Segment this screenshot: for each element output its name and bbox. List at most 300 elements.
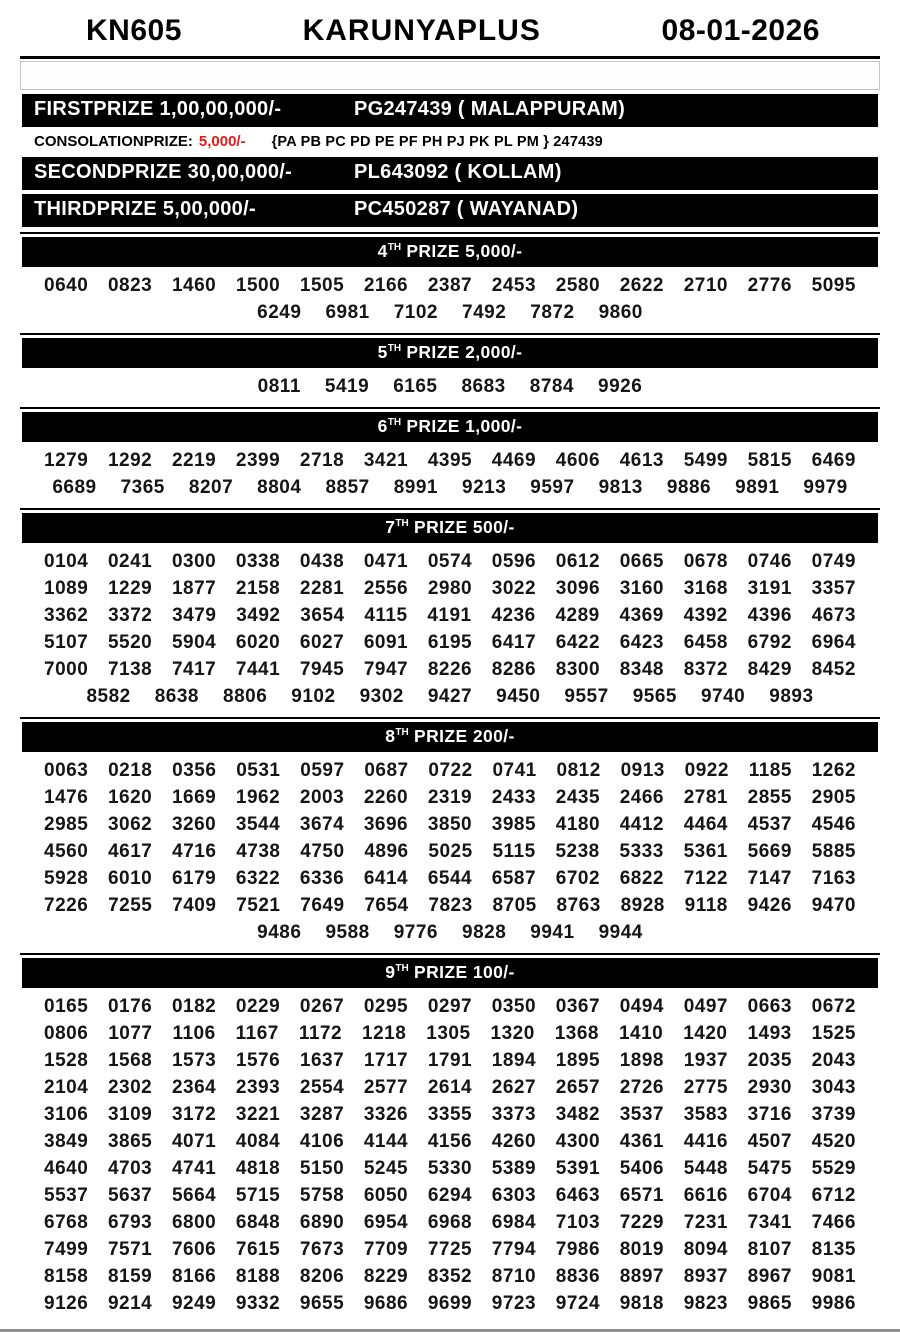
prize-number: 6463 [555, 1185, 601, 1206]
tier-ordinal: 4 [377, 241, 388, 261]
prize-number: 3221 [235, 1104, 281, 1125]
lottery-title: KARUNYAPLUS [302, 14, 541, 47]
tier-divider [20, 508, 880, 510]
tier-header-bar [22, 513, 878, 543]
prize-number: 3544 [235, 814, 281, 835]
prize-number: 9986 [811, 1293, 856, 1314]
prize-number: 7872 [530, 302, 575, 323]
prize-number: 2580 [555, 275, 601, 296]
prize-number: 0806 [44, 1023, 89, 1044]
prize-number: 2035 [747, 1050, 792, 1071]
prize-number: 3372 [108, 605, 153, 626]
prize-number: 3696 [363, 814, 409, 835]
prize-number: 4464 [683, 814, 728, 835]
prize-number: 6616 [683, 1185, 728, 1206]
prize-number: 9118 [684, 895, 728, 916]
prize-number: 6458 [683, 632, 728, 653]
prize-number: 8188 [235, 1266, 281, 1287]
prize-number: 8229 [363, 1266, 409, 1287]
prize-number: 4716 [172, 841, 217, 862]
prize-number: 2855 [747, 787, 792, 808]
tier-prize-label: PRIZE 200/- [408, 726, 515, 746]
prize-number: 8991 [393, 477, 438, 498]
prize-number: 8710 [491, 1266, 537, 1287]
number-row [44, 629, 856, 656]
prize-number: 5238 [555, 841, 600, 862]
prize-number: 8928 [620, 895, 665, 916]
prize-number: 1637 [299, 1050, 345, 1071]
prize-number: 2104 [44, 1077, 89, 1098]
prize-number: 2433 [491, 787, 537, 808]
prize-number: 7341 [747, 1212, 792, 1233]
prize-number: 4071 [171, 1131, 217, 1152]
prize-number: 9865 [747, 1293, 792, 1314]
prize-number: 1620 [107, 787, 153, 808]
prize-number: 2399 [235, 450, 281, 471]
prize-number: 8804 [257, 477, 302, 498]
prize-number: 2260 [363, 787, 409, 808]
prize-number: 3849 [44, 1131, 89, 1152]
prize-number: 6422 [555, 632, 601, 653]
prize-number: 7365 [120, 477, 165, 498]
prize-number: 1167 [235, 1023, 279, 1044]
prize-number: 4392 [683, 605, 728, 626]
prize-number: 5758 [299, 1185, 345, 1206]
prize-number: 7673 [299, 1239, 345, 1260]
prize-number: 5664 [171, 1185, 217, 1206]
number-row [44, 474, 856, 501]
prize-number: 6544 [427, 868, 473, 889]
prize-number: 2364 [171, 1077, 217, 1098]
prize-number: 5448 [683, 1158, 728, 1179]
tier-ordinal: 6 [377, 416, 388, 436]
number-row [44, 272, 856, 299]
numbers-grid [0, 548, 900, 712]
prize-number: 0241 [107, 551, 153, 572]
prize-number: 0922 [684, 760, 729, 781]
prize-number: 6890 [299, 1212, 345, 1233]
tier-divider [20, 717, 880, 719]
tier-prize-label: PRIZE 500/- [408, 517, 515, 537]
prize-number: 9557 [564, 686, 609, 707]
prize-number: 4412 [619, 814, 664, 835]
first-prize-bar [22, 94, 878, 127]
consolation-amount: 5,000/- [198, 133, 246, 150]
prize-number: 2657 [555, 1077, 601, 1098]
prize-number: 0300 [171, 551, 217, 572]
number-row [44, 1047, 856, 1074]
prize-number: 6712 [811, 1185, 856, 1206]
prize-number: 1410 [618, 1023, 664, 1044]
prize-number: 3287 [299, 1104, 345, 1125]
prize-number: 2718 [299, 450, 345, 471]
prize-number: 4738 [236, 841, 281, 862]
number-row [44, 299, 856, 326]
prize-number: 0612 [555, 551, 601, 572]
prize-number: 0267 [299, 996, 345, 1017]
consolation-row [22, 131, 878, 153]
prize-number: 1185 [748, 760, 792, 781]
prize-number: 9979 [803, 477, 848, 498]
prize-number: 0229 [235, 996, 281, 1017]
tier-prize-label: PRIZE 5,000/- [401, 241, 523, 261]
prize-number: 1262 [811, 760, 856, 781]
tier-header-bar [22, 958, 878, 988]
prize-number: 8352 [427, 1266, 473, 1287]
prize-number: 7945 [299, 659, 345, 680]
prize-number: 1077 [108, 1023, 153, 1044]
number-row [44, 838, 856, 865]
header [0, 8, 900, 56]
prize-number: 1106 [172, 1023, 216, 1044]
prize-number: 1320 [490, 1023, 535, 1044]
prize-number: 4106 [299, 1131, 345, 1152]
prize-number: 3654 [300, 605, 345, 626]
prize-number: 4537 [747, 814, 792, 835]
prize-number: 0104 [44, 551, 89, 572]
prize-number: 9102 [291, 686, 336, 707]
prize-number: 6968 [427, 1212, 473, 1233]
prize-number: 9213 [462, 477, 507, 498]
prize-number: 0574 [427, 551, 473, 572]
prize-number: 0812 [556, 760, 601, 781]
tier-9th-prize [0, 953, 900, 1319]
blank-strip [20, 61, 880, 90]
prize-number: 5520 [107, 632, 153, 653]
prize-number: 1669 [171, 787, 217, 808]
third-prize-winner: PC450287 ( WAYANAD) [354, 198, 579, 220]
numbers-grid [0, 447, 900, 503]
prize-number: 0295 [363, 996, 409, 1017]
prize-number: 2453 [491, 275, 537, 296]
prize-number: 9886 [666, 477, 712, 498]
prize-number: 9450 [496, 686, 541, 707]
prize-number: 7102 [393, 302, 438, 323]
prize-number: 8452 [811, 659, 856, 680]
prize-number: 2466 [619, 787, 664, 808]
prize-number: 0182 [171, 996, 217, 1017]
prize-number: 9723 [491, 1293, 537, 1314]
prize-number: 9302 [359, 686, 404, 707]
tier-header-bar [22, 338, 878, 368]
tier-ordinal: 9 [385, 962, 396, 982]
prize-number: 7615 [235, 1239, 281, 1260]
prize-number: 3674 [299, 814, 345, 835]
prize-number: 7163 [811, 868, 856, 889]
prize-number: 5245 [363, 1158, 409, 1179]
tier-ordinal: 7 [385, 517, 396, 537]
prize-number: 2435 [555, 787, 601, 808]
prize-number: 8897 [619, 1266, 664, 1287]
prize-number: 6768 [44, 1212, 89, 1233]
numbers-grid [0, 993, 900, 1319]
prize-number: 5095 [811, 275, 856, 296]
prize-number: 6322 [235, 868, 281, 889]
prize-number: 6689 [52, 477, 97, 498]
prize-number: 1898 [619, 1050, 664, 1071]
prize-number: 3357 [811, 578, 856, 599]
prize-number: 9724 [555, 1293, 601, 1314]
prize-number: 5025 [428, 841, 473, 862]
prize-number: 9818 [619, 1293, 664, 1314]
prize-number: 6792 [747, 632, 792, 653]
tier-header-bar [22, 237, 878, 267]
prize-number: 6848 [235, 1212, 281, 1233]
prize-number: 6704 [747, 1185, 792, 1206]
prize-number: 3373 [491, 1104, 537, 1125]
prize-number: 7725 [427, 1239, 473, 1260]
prize-number: 9081 [811, 1266, 856, 1287]
prize-number: 8763 [556, 895, 601, 916]
prize-number: 1528 [44, 1050, 89, 1071]
prize-number: 8857 [325, 477, 370, 498]
tier-ordinal-suffix: TH [395, 727, 409, 739]
prize-number: 3326 [363, 1104, 409, 1125]
prize-number: 6571 [619, 1185, 664, 1206]
prize-number: 9813 [598, 477, 643, 498]
prize-number: 5537 [44, 1185, 89, 1206]
prize-number: 9565 [632, 686, 677, 707]
prize-number: 3109 [107, 1104, 153, 1125]
prize-number: 1717 [363, 1050, 409, 1071]
prize-number: 6091 [363, 632, 409, 653]
consolation-series: {PA PB PC PD PE PF PH PJ PK PL PM } 247439 [271, 134, 603, 150]
prize-number: 2219 [171, 450, 217, 471]
prize-number: 1525 [811, 1023, 856, 1044]
prize-number: 0749 [811, 551, 856, 572]
prize-number: 6800 [171, 1212, 217, 1233]
prize-number: 6027 [299, 632, 345, 653]
prize-number: 8226 [427, 659, 473, 680]
number-row [44, 757, 856, 784]
prize-number: 5928 [44, 868, 89, 889]
prize-number: 8937 [683, 1266, 728, 1287]
prize-number: 4180 [555, 814, 601, 835]
number-row [44, 602, 856, 629]
prize-number: 1368 [554, 1023, 600, 1044]
prize-number: 7709 [363, 1239, 409, 1260]
prize-number: 4395 [427, 450, 473, 471]
number-row [44, 865, 856, 892]
prize-number: 7231 [683, 1212, 728, 1233]
prize-number: 2614 [427, 1077, 473, 1098]
prize-number: 4606 [555, 450, 601, 471]
prize-number: 1460 [171, 275, 217, 296]
prize-number: 6587 [491, 868, 537, 889]
prize-number: 1894 [491, 1050, 537, 1071]
prize-number: 8429 [747, 659, 792, 680]
prize-number: 6336 [299, 868, 345, 889]
tier-ordinal-suffix: TH [395, 518, 409, 530]
prize-number: 1089 [44, 578, 89, 599]
prize-number: 4260 [491, 1131, 537, 1152]
tier-ordinal: 8 [385, 726, 396, 746]
number-row [44, 1209, 856, 1236]
prize-number: 3168 [683, 578, 728, 599]
prize-number: 6050 [363, 1185, 409, 1206]
prize-number: 4369 [619, 605, 664, 626]
prize-number: 4520 [811, 1131, 856, 1152]
prize-number: 3062 [107, 814, 153, 835]
number-row [44, 548, 856, 575]
prize-number: 8836 [555, 1266, 601, 1287]
numbers-grid [0, 757, 900, 948]
prize-number: 8638 [154, 686, 200, 707]
prize-number: 5475 [747, 1158, 792, 1179]
prize-number: 7229 [619, 1212, 664, 1233]
number-row [44, 1182, 856, 1209]
prize-number: 3191 [747, 578, 792, 599]
prize-number: 9926 [598, 376, 643, 397]
prize-number: 5406 [619, 1158, 664, 1179]
prize-number: 4617 [108, 841, 153, 862]
tier-ordinal-suffix: TH [387, 343, 402, 355]
prize-number: 0640 [44, 275, 89, 296]
prize-number: 4507 [747, 1131, 792, 1152]
prize-number: 8094 [683, 1239, 728, 1260]
prize-number: 8300 [555, 659, 601, 680]
prize-number: 9828 [462, 922, 507, 943]
second-prize-label: SECONDPRIZE 30,00,000/- [34, 161, 293, 183]
prize-number: 0665 [619, 551, 664, 572]
prize-number: 8967 [747, 1266, 792, 1287]
prize-number: 0350 [491, 996, 537, 1017]
prize-number: 9860 [598, 302, 643, 323]
prize-number: 0367 [555, 996, 601, 1017]
prize-number: 2554 [299, 1077, 345, 1098]
prize-number: 4289 [555, 605, 600, 626]
prize-number: 5361 [683, 841, 728, 862]
prize-number: 2775 [683, 1077, 728, 1098]
prize-number: 2387 [427, 275, 473, 296]
prize-number: 0597 [300, 760, 345, 781]
tier-ordinal-suffix: TH [387, 417, 402, 429]
prize-number: 0678 [683, 551, 728, 572]
number-row [44, 892, 856, 919]
number-row [44, 1236, 856, 1263]
prize-number: 3739 [811, 1104, 856, 1125]
prize-number: 5150 [299, 1158, 345, 1179]
prize-number: 0746 [747, 551, 792, 572]
numbers-grid [0, 373, 900, 402]
prize-number: 0497 [683, 996, 728, 1017]
prize-number: 7417 [171, 659, 217, 680]
prize-number: 9686 [363, 1293, 409, 1314]
prize-number: 8107 [747, 1239, 792, 1260]
prize-number: 8286 [491, 659, 537, 680]
prize-number: 4236 [491, 605, 536, 626]
second-prize-winner: PL643092 ( KOLLAM) [354, 161, 562, 183]
header-divider [20, 56, 880, 59]
prize-number: 3479 [172, 605, 217, 626]
prize-number: 0663 [747, 996, 792, 1017]
prize-number: 9941 [530, 922, 575, 943]
prize-number: 7466 [811, 1212, 856, 1233]
prize-number: 8784 [529, 376, 575, 397]
number-row [44, 1290, 856, 1317]
prize-number: 3260 [171, 814, 217, 835]
prize-number: 3022 [491, 578, 537, 599]
prize-number: 4546 [811, 814, 856, 835]
number-row [44, 1263, 856, 1290]
tier-header-bar [22, 722, 878, 752]
tier-8th-prize [0, 717, 900, 948]
prize-number: 4300 [555, 1131, 601, 1152]
tier-4th-prize [0, 232, 900, 328]
tier-ordinal: 5 [377, 342, 388, 362]
tier-divider [20, 333, 880, 335]
prize-number: 6010 [107, 868, 153, 889]
prize-number: 9944 [598, 922, 643, 943]
number-row [44, 373, 856, 400]
prize-number: 7606 [171, 1239, 217, 1260]
prize-number: 0176 [107, 996, 153, 1017]
prize-number: 4750 [300, 841, 345, 862]
prize-number: 9126 [44, 1293, 89, 1314]
prize-number: 6179 [171, 868, 217, 889]
prize-number: 0063 [44, 760, 89, 781]
prize-number: 6423 [619, 632, 664, 653]
prize-number: 8348 [619, 659, 664, 680]
prize-number: 8705 [492, 895, 537, 916]
prize-number: 0297 [427, 996, 473, 1017]
prize-number: 8159 [107, 1266, 153, 1287]
prize-number: 2158 [235, 578, 281, 599]
prize-number: 3043 [811, 1077, 856, 1098]
prize-number: 5669 [747, 841, 792, 862]
consolation-label: CONSOLATIONPRIZE: [34, 133, 193, 150]
prize-number: 5115 [492, 841, 536, 862]
prize-number: 8372 [683, 659, 728, 680]
prize-number: 4613 [619, 450, 664, 471]
prize-number: 8206 [299, 1266, 345, 1287]
prize-number: 4673 [811, 605, 856, 626]
prize-number: 0913 [620, 760, 665, 781]
prize-number: 2556 [363, 578, 409, 599]
prize-number: 7499 [44, 1239, 89, 1260]
prize-number: 0741 [492, 760, 537, 781]
prize-number: 8166 [171, 1266, 217, 1287]
prize-number: 1218 [362, 1023, 407, 1044]
prize-number: 4640 [44, 1158, 89, 1179]
prize-number: 0471 [363, 551, 409, 572]
prize-number: 9655 [299, 1293, 345, 1314]
prize-number: 4084 [235, 1131, 281, 1152]
prize-number: 2393 [235, 1077, 281, 1098]
prize-number: 1791 [427, 1050, 473, 1071]
prize-number: 9486 [257, 922, 302, 943]
prize-number: 5904 [171, 632, 217, 653]
prize-number: 9332 [235, 1293, 281, 1314]
prize-number: 1172 [298, 1023, 343, 1044]
prize-number: 3160 [619, 578, 664, 599]
numbers-grid [0, 272, 900, 328]
prize-number: 4741 [171, 1158, 217, 1179]
prize-number: 6702 [555, 868, 601, 889]
prize-number: 6303 [491, 1185, 537, 1206]
prize-number: 2319 [427, 787, 473, 808]
prize-number: 5333 [619, 841, 664, 862]
prize-number: 2980 [427, 578, 473, 599]
prize-number: 1877 [171, 578, 217, 599]
prize-number: 5330 [427, 1158, 473, 1179]
number-row [44, 993, 856, 1020]
prize-number: 3865 [107, 1131, 153, 1152]
number-row [44, 656, 856, 683]
prize-number: 1420 [683, 1023, 728, 1044]
prize-number: 8582 [86, 686, 131, 707]
prize-number: 7122 [683, 868, 728, 889]
